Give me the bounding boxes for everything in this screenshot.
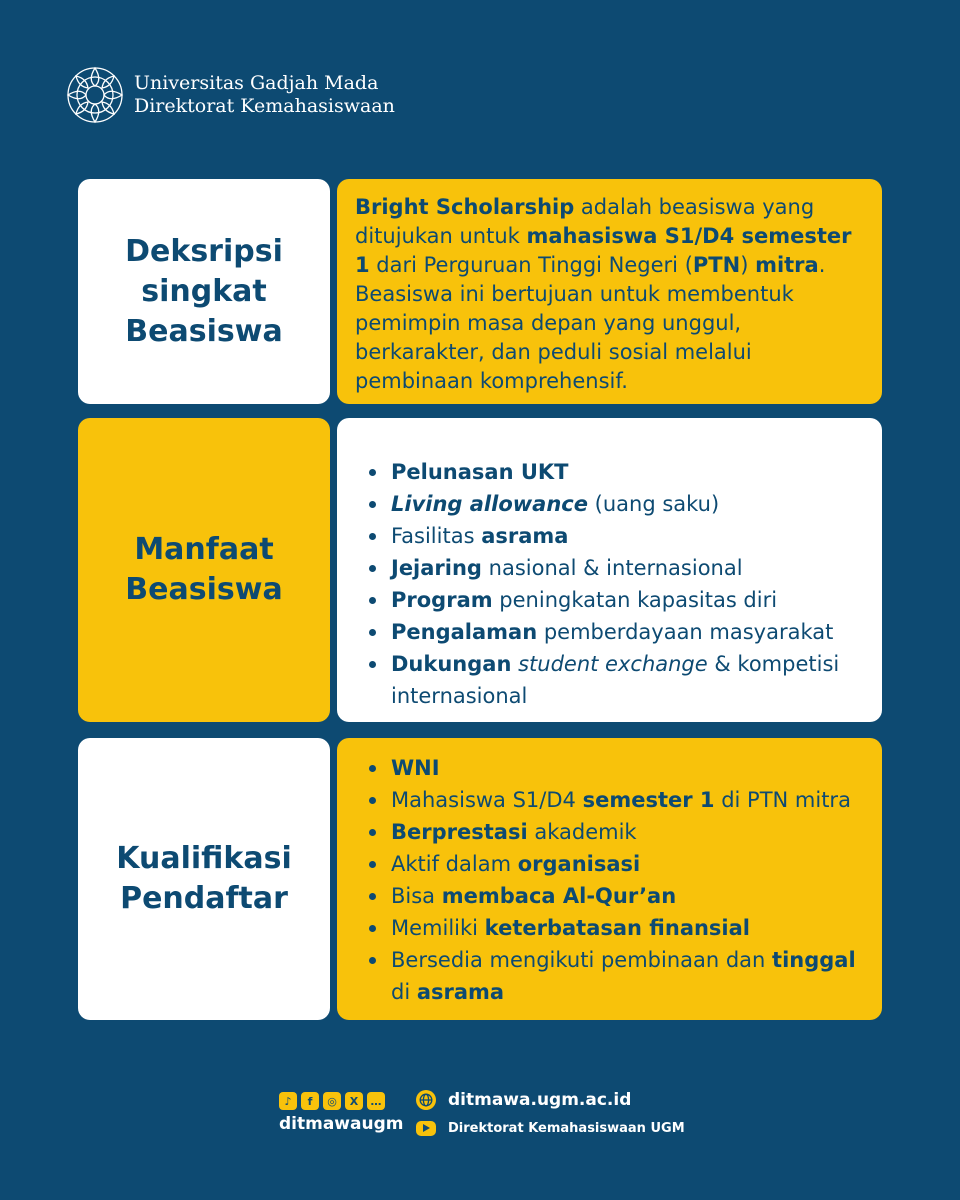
benefit-text: Pengalaman: [391, 620, 538, 644]
header: [64, 64, 395, 126]
benefits-label-card: [78, 418, 330, 722]
qualification-text: Berprestasi: [391, 820, 528, 844]
benefits-list: [367, 456, 864, 712]
ugm-logo-icon: [64, 64, 126, 126]
description-card: [337, 179, 882, 404]
benefits-card: [337, 418, 882, 722]
instagram-icon[interactable]: ◎: [323, 1092, 341, 1110]
desc-text-2: dari Perguruan Tinggi Negeri (: [369, 253, 693, 277]
qualification-text: membaca Al-Qur’an: [441, 884, 677, 908]
list-item: [367, 456, 864, 488]
desc-bold-1: mahasiswa S1/D4 semester 1: [355, 224, 852, 277]
organization-name: [134, 72, 395, 118]
qualifications-label-card: [78, 738, 330, 1020]
desc-text-1: adalah beasiswa yang ditujukan untuk: [355, 195, 815, 248]
benefit-text: asrama: [481, 524, 569, 548]
benefit-text: & kompetisi internasional: [391, 652, 840, 708]
qualifications-label: Kualifikasi Pendaftar: [116, 841, 292, 916]
description-label: Deksripsi singkat Beasiswa: [125, 233, 283, 349]
qualification-text: Mahasiswa S1/D4: [391, 788, 583, 812]
list-item: [367, 912, 864, 944]
desc-text-3: ): [740, 253, 756, 277]
qualification-text: Memiliki: [391, 916, 485, 940]
qualification-text: asrama: [416, 980, 505, 1004]
youtube-row[interactable]: [416, 1116, 685, 1140]
list-item: [367, 944, 864, 1008]
qualification-text: keterbatasan finansial: [484, 916, 751, 940]
benefit-text: pemberdayaan masyarakat: [537, 620, 834, 644]
list-item: [367, 648, 864, 712]
benefit-text: Program: [391, 588, 493, 612]
facebook-icon[interactable]: f: [301, 1092, 319, 1110]
line-icon[interactable]: …: [367, 1092, 385, 1110]
benefit-text: Fasilitas: [391, 524, 482, 548]
list-item: [367, 616, 864, 648]
x-icon[interactable]: X: [345, 1092, 363, 1110]
list-item: [367, 552, 864, 584]
scholarship-name: Bright Scholarship: [355, 195, 575, 219]
list-item: [367, 752, 864, 784]
desc-text-4: . Beasiswa ini bertujuan untuk membentuk pemimpin masa depan yang unggul, berkarakter, dan peduli sosial melalui pembinaan komprehensif.: [355, 253, 826, 393]
qualifications-card: [337, 738, 882, 1020]
benefit-text: Pelunasan UKT: [391, 460, 569, 484]
list-item: [367, 816, 864, 848]
benefit-text: Dukungan: [391, 652, 512, 676]
desc-bold-3: mitra: [755, 253, 819, 277]
benefit-text: (uang saku): [587, 492, 720, 516]
qualification-text: semester 1: [582, 788, 715, 812]
globe-icon: [416, 1090, 436, 1110]
contact-block: [416, 1088, 685, 1144]
qualification-text: di: [391, 980, 417, 1004]
youtube-icon: [416, 1121, 436, 1136]
website-link[interactable]: ditmawa.ugm.ac.id: [448, 1090, 632, 1110]
social-icons: [279, 1092, 399, 1110]
globe-shape: [419, 1093, 433, 1107]
list-item: [367, 848, 864, 880]
list-item: [367, 520, 864, 552]
benefits-label: Manfaat Beasiswa: [125, 532, 283, 607]
play-shape: [422, 1124, 430, 1132]
qualification-text: Bersedia mengikuti pembinaan dan: [391, 948, 773, 972]
benefit-text: Living allowance: [391, 492, 588, 516]
benefit-text: student exchange: [518, 652, 708, 676]
qualification-text: tinggal: [772, 948, 856, 972]
list-item: [367, 784, 864, 816]
list-item: [367, 880, 864, 912]
list-item: [367, 584, 864, 616]
desc-bold-2: PTN: [692, 253, 741, 277]
description-label-card: [78, 179, 330, 404]
tiktok-icon[interactable]: ♪: [279, 1092, 297, 1110]
youtube-channel[interactable]: Direktorat Kemahasiswaan UGM: [448, 1120, 685, 1136]
social-handle[interactable]: ditmawaugm: [279, 1114, 404, 1134]
qualification-text: akademik: [527, 820, 637, 844]
qualifications-list: [367, 752, 864, 1008]
list-item: [367, 488, 864, 520]
qualification-text: Bisa: [391, 884, 442, 908]
qualification-text: Aktif dalam: [391, 852, 518, 876]
directorate-name: Direktorat Kemahasiswaan: [134, 95, 395, 117]
university-name: Universitas Gadjah Mada: [134, 72, 379, 94]
social-block: [279, 1092, 404, 1134]
qualification-text: di PTN mitra: [714, 788, 851, 812]
description-text: [337, 179, 882, 396]
benefit-text: peningkatan kapasitas diri: [492, 588, 778, 612]
qualification-text: organisasi: [517, 852, 641, 876]
benefit-text: nasional & internasional: [481, 556, 743, 580]
qualification-text: WNI: [391, 756, 440, 780]
website-row[interactable]: [416, 1088, 685, 1112]
benefit-text: Jejaring: [391, 556, 482, 580]
